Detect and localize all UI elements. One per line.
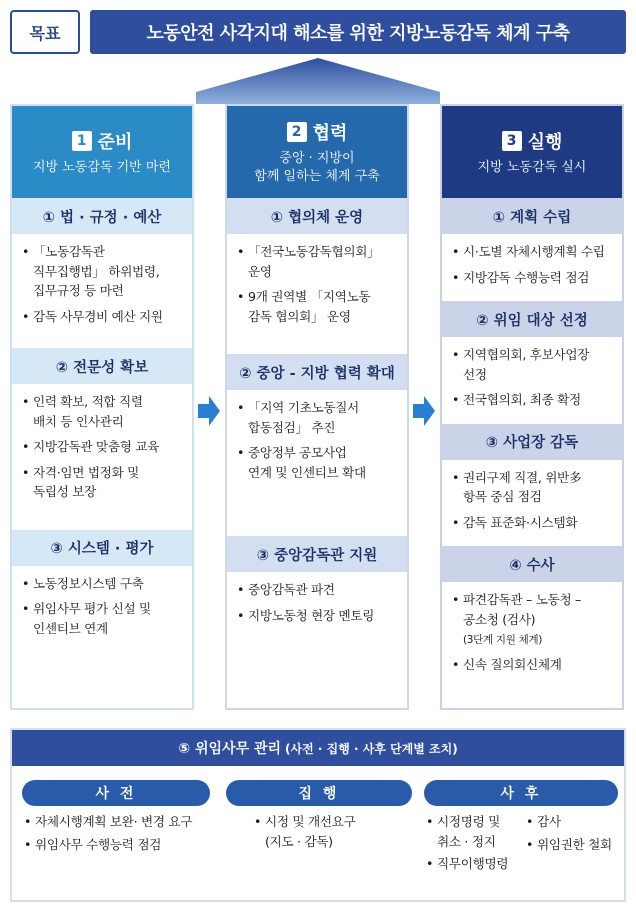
column-subtitle: 지방 노동감독 실시 — [477, 159, 587, 175]
list-item: • 자체시행계획 보완· 변경 요구 — [24, 812, 210, 832]
list-item: • 지방감독 수행능력 점검 — [452, 268, 614, 288]
column-subtitle: 지방 노동감독 기반 마련 — [33, 159, 171, 175]
list-item: • 전국협의회, 최종 확정 — [452, 390, 614, 410]
phase-execution — [226, 780, 412, 854]
list-item: • 위임사무 평가 신설 및 인센티브 연계 — [22, 599, 184, 638]
section-list — [442, 337, 622, 424]
section-header: ③ 시스템 · 평가 — [12, 530, 192, 566]
step-number: 1 — [72, 131, 92, 151]
list-item: • 직무이행명령 — [426, 854, 524, 874]
section-list — [227, 572, 407, 639]
list-item: • 시정명령 및 취소 · 정지 — [426, 812, 524, 851]
section-list — [227, 390, 407, 496]
goal-row — [10, 10, 626, 54]
step-number: 2 — [287, 122, 307, 142]
list-item: • 인력 확보, 적합 직렬 배치 등 인사관리 — [22, 392, 184, 431]
list-item: • 시·도별 자체시행계획 수립 — [452, 242, 614, 262]
goal-tag: 목표 — [10, 10, 80, 54]
up-arrow-icon — [0, 54, 636, 104]
section-header: ③ 사업장 감독 — [442, 424, 622, 460]
list-item: • 지방감독관 맞춤형 교육 — [22, 437, 184, 457]
section-list — [12, 566, 192, 653]
list-item: • 감독 사무경비 예산 지원 — [22, 307, 184, 327]
phase-label: 집 행 — [226, 780, 412, 806]
list-item: • 감독 표준화·시스템화 — [452, 513, 614, 533]
list-item: • 지방노동청 현장 멘토링 — [237, 606, 399, 626]
phase-after — [424, 780, 618, 877]
phase-list — [424, 806, 524, 877]
delegated-affairs-panel — [10, 728, 626, 902]
list-item: • 권리구제 직결, 위반多 항목 중심 점검 — [452, 468, 614, 507]
list-item: • 위임사무 수행능력 점검 — [24, 835, 210, 855]
column-cooperate — [225, 104, 409, 710]
column-execute — [440, 104, 624, 710]
panel-subtitle: (사전 · 집행 · 사후 단계별 조치) — [285, 741, 458, 756]
phase-list — [226, 806, 412, 851]
section-list — [442, 582, 622, 688]
list-item: • 중앙감독관 파견 — [237, 580, 399, 600]
list-item: • 파견감독관 – 노동청 – 공소청 (검사) (3단계 지원 체계) — [452, 590, 614, 649]
section-header: ② 위임 대상 선정 — [442, 301, 622, 337]
list-item: • 지역협의회, 후보사업장 선정 — [452, 345, 614, 384]
column-prepare — [10, 104, 194, 710]
phase-list — [22, 806, 210, 854]
section-header: ② 중앙 - 지방 협력 확대 — [227, 354, 407, 390]
phase-list — [524, 806, 618, 877]
goal-title: 노동안전 사각지대 해소를 위한 지방노동감독 체계 구축 — [90, 10, 626, 54]
phase-label: 사 전 — [22, 780, 210, 806]
column-header — [12, 106, 192, 198]
list-item: • 신속 질의회신체계 — [452, 655, 614, 675]
section-header: ② 전문성 확보 — [12, 348, 192, 384]
list-item: • 노동정보시스템 구축 — [22, 574, 184, 594]
list-item: • 중앙정부 공모사업 연계 및 인센티브 확대 — [237, 443, 399, 482]
phase-before — [22, 780, 210, 857]
step-number: 3 — [502, 131, 522, 151]
panel-header — [12, 730, 624, 766]
column-header — [442, 106, 622, 198]
list-item: • 감사 — [526, 812, 618, 832]
section-list — [12, 234, 192, 340]
list-item: • 위임권한 철회 — [526, 835, 618, 855]
section-header: ① 협의체 운영 — [227, 198, 407, 234]
column-title: 준비 — [97, 131, 133, 153]
section-list — [227, 234, 407, 340]
list-item: • 시정 및 개선요구 (지도 · 감독) — [254, 812, 412, 851]
column-header — [227, 106, 407, 198]
right-arrow-icon — [413, 396, 435, 426]
section-list — [12, 384, 192, 516]
list-item: • 자격·임면 법정화 및 독립성 보장 — [22, 463, 184, 502]
phase-label: 사 후 — [424, 780, 618, 806]
list-item: • 「노동감독관 직무집행법」 하위법령, 집무규정 등 마련 — [22, 242, 184, 301]
list-item: • 「전국노동감독협의회」 운영 — [237, 242, 399, 281]
list-item: • 「지역 기초노동질서 합동점검」 추진 — [237, 398, 399, 437]
column-title: 실행 — [527, 131, 563, 153]
section-list — [442, 460, 622, 547]
section-header: ① 계획 수립 — [442, 198, 622, 234]
section-header: ③ 중앙감독관 지원 — [227, 536, 407, 572]
section-header: ④ 수사 — [442, 546, 622, 582]
panel-title: ⑤ 위임사무 관리 — [178, 741, 282, 757]
column-subtitle: 중앙 · 지방이 함께 일하는 체계 구축 — [254, 150, 380, 184]
right-arrow-icon — [198, 396, 220, 426]
section-list — [442, 234, 622, 301]
list-item: • 9개 권역별 「지역노동 감독 협의회」 운영 — [237, 287, 399, 326]
section-header: ① 법 · 규정 · 예산 — [12, 198, 192, 234]
column-title: 협력 — [312, 122, 348, 144]
